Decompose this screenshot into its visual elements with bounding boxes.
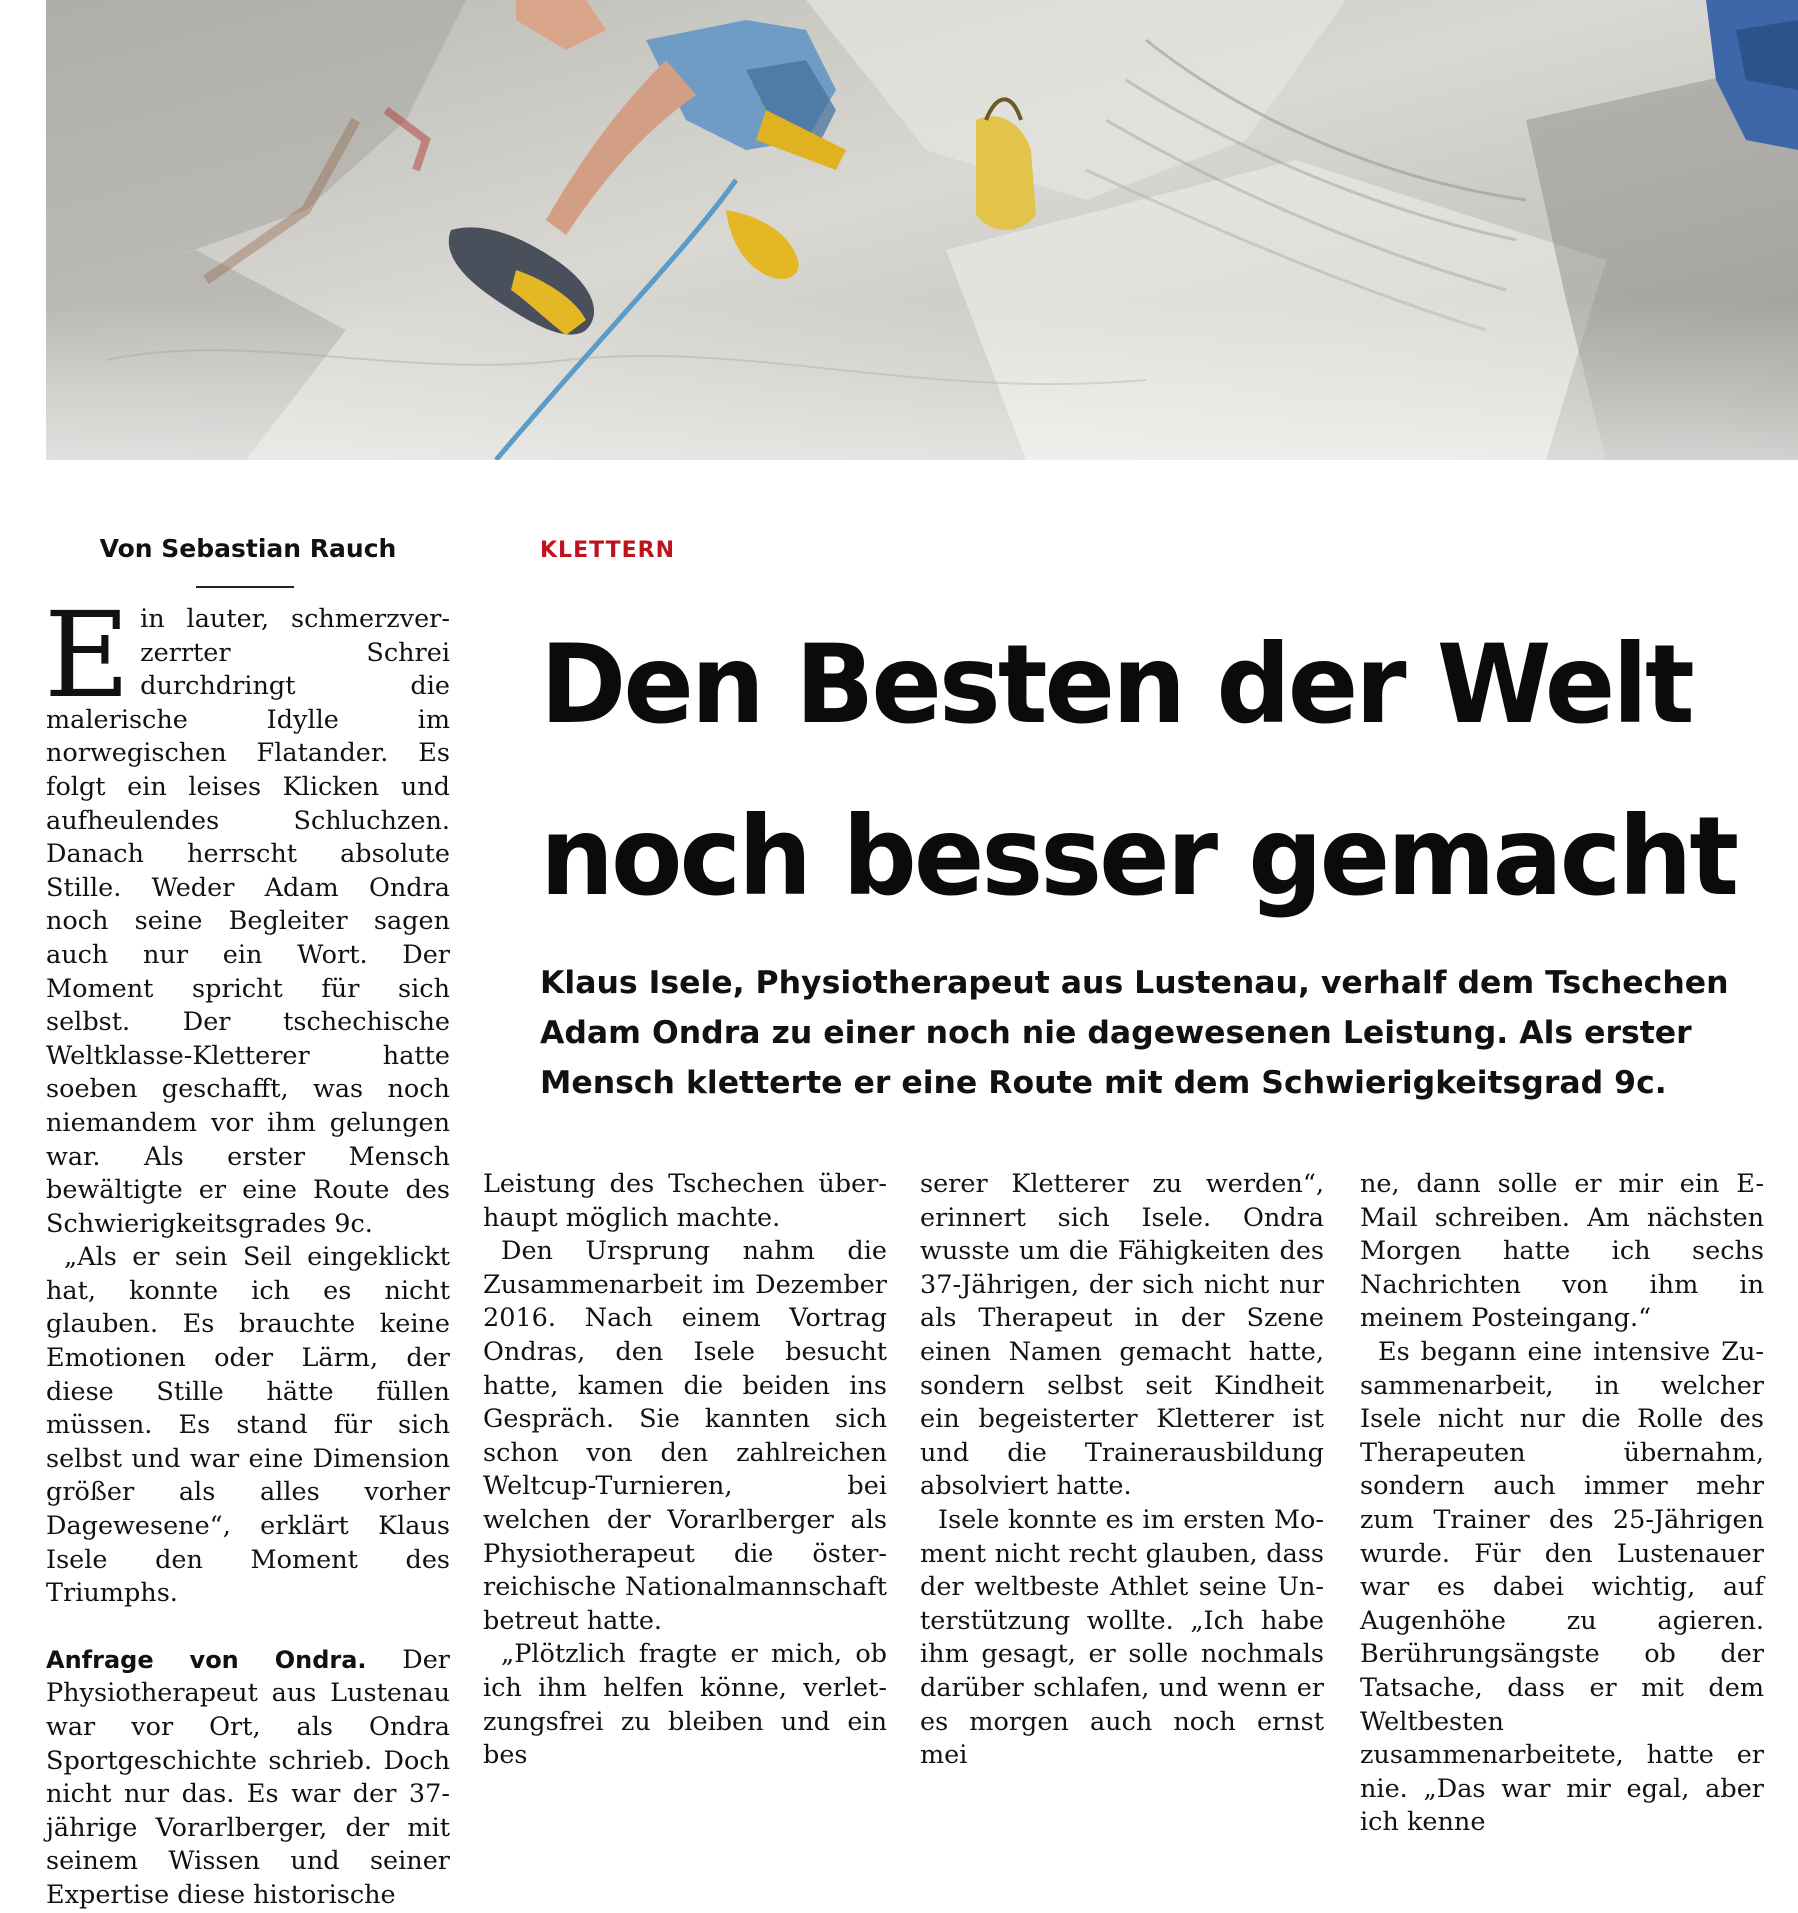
drop-cap: E xyxy=(44,586,131,724)
headline-line-1: Den Besten der Welt xyxy=(540,620,1692,749)
article-text: in lauter, schmerzverzerrter Schrei durchdringt die malerische Idylle im norwegischen Flatander. Es folgt ein leises Klicken und aufheulendes Schluchzen. Danach herrscht absolute Stille. Weder Adam Ondra noch seine Begleiter sagen auch nur ein Wort. Der Moment spricht für sich selbst. Der tschechische Weltklasse-Kletterer hatte soeben geschafft, was noch niemandem vor ihm gelungen war. Als erster Mensch bewältigte er eine Route des Schwierigkeitsgrades 9c. xyxy=(46,604,450,1239)
headline xyxy=(540,598,1780,942)
article-column-1 xyxy=(44,586,450,1913)
article-paragraph: Leistung des Tschechen überhaupt möglich machte. xyxy=(483,1169,887,1233)
article-paragraph: ne, dann solle er mir ein E-Mail schreiben. Am nächsten Morgen hatte ich sechs Nachrichten von ihm in meinem Posteingang.“ xyxy=(1360,1169,1764,1334)
article-column-4 xyxy=(1360,1168,1764,1840)
article-text: Der Physiotherapeut aus Lustenau war vor Ort, als Ondra Sportgeschichte schrieb. Doch nicht nur das. Es war der 37-jährige Vorarlberger, der mit seinem Wissen und seiner Expertise diese historische xyxy=(46,1644,450,1910)
section-kicker: KLETTERN xyxy=(540,538,675,563)
headline-line-2: noch besser gemacht xyxy=(540,792,1737,921)
subheading: Anfrage von Ondra. xyxy=(46,1645,367,1674)
article-paragraph: serer Kletterer zu werden“, erinnert sich Isele. Ondra wusste um die Fähigkeiten des 37-Jährigen, der sich nicht nur als Therapeut in der Szene einen Namen gemacht hatte, sondern selbst seit Kindheit ein begeisterter Kletterer ist und die Trainerausbildung absolviert hatte. xyxy=(920,1169,1324,1502)
article-paragraph: „Plötzlich fragte er mich, ob ich ihm helfen könne, verletzungsfrei zu bleiben und ein bes xyxy=(483,1639,887,1771)
article-column-2 xyxy=(483,1168,887,1773)
article-paragraph: Es begann eine intensive Zusammenarbeit, in welcher Isele nicht nur die Rolle des Therapeuten übernahm, sondern auch immer mehr zum Trainer des 25-Jährigen wurde. Für den Lustenauer war es dabei wichtig, auf Augenhöhe zu agieren. Berührungsängste ob der Tatsache, dass er mit dem Weltbesten zusammenarbeitete, hatte er nie. „Das war mir egal, aber ich kenne xyxy=(1360,1336,1764,1838)
article-paragraph xyxy=(46,1644,450,1913)
lead-paragraph: Klaus Isele, Physiotherapeut aus Lustenau, verhalf dem Tschechen Adam Ondra zu einer noch nie dagewesenen Leistung. Als erster Mensch kletterte er eine Route mit dem Schwierigkeitsgrad 9c. xyxy=(540,965,1729,1101)
byline-divider xyxy=(196,586,294,588)
article-column-3 xyxy=(920,1168,1324,1773)
climbing-photo xyxy=(46,0,1798,460)
article-paragraph: Den Ursprung nahm die Zusammenarbeit im Dezember 2016. Nach einem Vortrag Ondras, den Isele besucht hatte, kamen die beiden ins Gespräch. Sie kannten sich schon von den zahlreichen Weltcup-Turnieren, bei welchen der Vorarlberger als Physiotherapeut die österreichische Nationalmannschaft betreut hatte. xyxy=(483,1236,887,1636)
article-paragraph xyxy=(44,586,450,1241)
article-paragraph: Isele konnte es im ersten Moment nicht recht glauben, dass der weltbeste Athlet seine Unterstützung wollte. „Ich habe ihm gesagt, er solle nochmals darüber schlafen, und wenn er es morgen auch noch ernst mei xyxy=(920,1504,1324,1771)
article-paragraph: „Als er sein Seil eingeklickt hat, konnte ich es nicht glauben. Es brauchte keine Emotionen oder Lärm, der diese Stille hätte füllen müssen. Es stand für sich selbst und war eine Dimension größer als alles vorher Dagewesene“, erklärt Klaus Isele den Moment des Triumphs. xyxy=(46,1242,450,1609)
climbing-photo-illustration xyxy=(46,0,1798,460)
byline: Von Sebastian Rauch xyxy=(99,534,397,563)
